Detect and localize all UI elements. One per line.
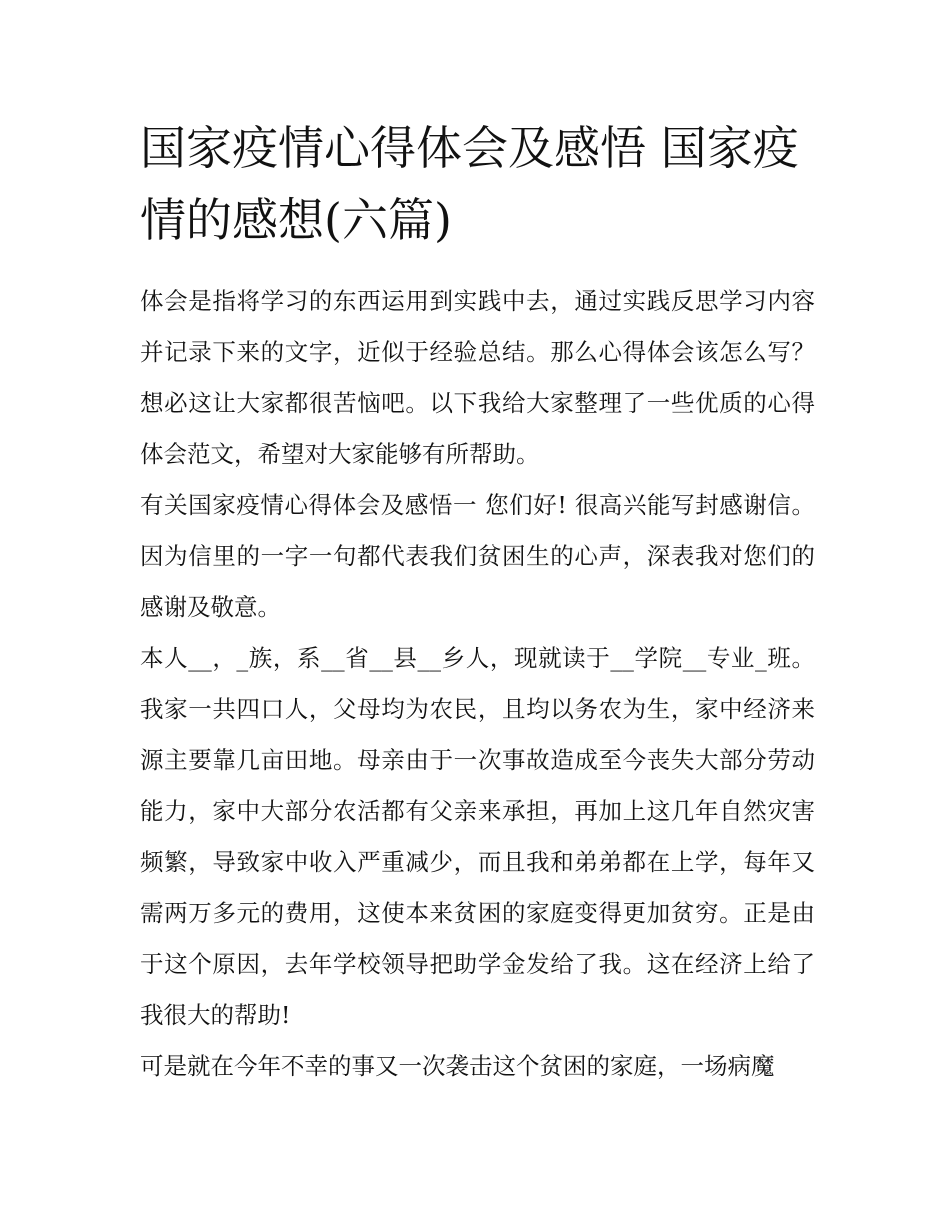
document-body	[140, 276, 815, 1092]
document-content	[140, 112, 815, 1092]
paragraph-family-background: 本人__，_族，系__省__县__乡人，现就读于__学院__专业_班。我家一共四口人，父母均为农民，且均以务农为生，家中经济来源主要靠几亩田地。母亲由于一次事故造成至今丧失大部分劳动能力，家中大部分农活都有父亲来承担，再加上这几年自然灾害频繁，导致家中收入严重减少，而且我和弟弟都在上学，每年又需两万多元的费用，这使本来贫困的家庭变得更加贫穷。正是由于这个原因，去年学校领导把助学金发给了我。这在经济上给了我很大的帮助!	[140, 644, 815, 1029]
document-title: 国家疫情心得体会及感悟 国家疫情的感想(六篇)	[140, 121, 799, 247]
paragraph-intro: 体会是指将学习的东西运用到实践中去，通过实践反思学习内容并记录下来的文字，近似于经验总结。那么心得体会该怎么写？想必这让大家都很苦恼吧。以下我给大家整理了一些优质的心得体会范文，希望对大家能够有所帮助。	[140, 287, 815, 468]
paragraph-misfortune: 可是就在今年不幸的事又一次袭击这个贫困的家庭，一场病魔	[140, 1052, 775, 1080]
paragraph-letter-opening: 有关国家疫情心得体会及感悟一 您们好! 很高兴能写封感谢信。 因为信里的一字一句都代表我们贫困生的心声，深表我对您们的感谢及敬意。	[140, 491, 815, 621]
